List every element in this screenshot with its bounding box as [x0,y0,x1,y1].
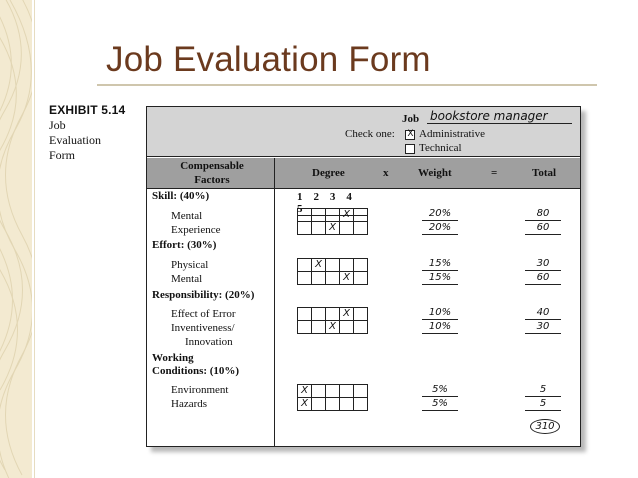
weight-value: 10% [422,307,458,320]
degree-cell[interactable]: X [340,209,354,222]
total-value: 5 [525,384,561,397]
effort-section-label: Effort: (30%) [152,239,217,251]
column-divider [274,158,275,446]
total-value: 60 [525,222,561,235]
title-underline [97,84,597,86]
total-value: 40 [525,307,561,320]
compensable-factors-header [171,159,253,187]
exhibit-caption-line: Form [49,148,76,162]
degree-header: Degree [312,167,345,179]
stripe-divider [34,0,35,478]
degree-cell[interactable] [312,272,326,285]
weight-value: 5% [422,384,458,397]
degree-grid-working-conditions[interactable] [297,384,368,411]
degree-cell[interactable] [340,321,354,334]
decorative-stripe [0,0,32,478]
degree-cell[interactable] [326,398,340,411]
degree-cell[interactable] [340,385,354,398]
responsibility-section-label: Responsibility: (20%) [152,289,255,301]
factor-hazards: Hazards [171,398,208,410]
weight-value: 15% [422,258,458,271]
degree-cell[interactable] [354,209,368,222]
degree-cell[interactable] [298,222,312,235]
job-title-field[interactable]: bookstore manager [427,109,572,124]
degree-cell[interactable]: X [298,398,312,411]
factor-environment: Environment [171,384,229,396]
degree-cell[interactable] [340,222,354,235]
degree-cell[interactable] [326,272,340,285]
degree-grid-effort[interactable] [297,258,368,285]
weight-value: 20% [422,222,458,235]
degree-cell[interactable] [354,272,368,285]
total-value: 30 [525,321,561,334]
degree-cell[interactable] [326,209,340,222]
degree-cell[interactable] [312,321,326,334]
total-value: 60 [525,272,561,285]
degree-cell[interactable] [354,222,368,235]
weight-value: 10% [422,321,458,334]
checkbox-mark: X [407,129,414,139]
degree-cell[interactable] [298,321,312,334]
factor-mental: Mental [171,273,203,285]
factor-mental: Mental [171,210,203,222]
degree-cell[interactable] [298,308,312,321]
equals-symbol: = [491,167,498,179]
degree-cell[interactable] [340,259,354,272]
weight-value: 15% [422,272,458,285]
degree-cell[interactable] [354,385,368,398]
skill-section-label: Skill: (40%) [152,190,210,202]
check-one-label: Check one: [345,128,395,140]
weight-header: Weight [418,167,452,179]
degree-cell[interactable]: X [340,308,354,321]
slide-title: Job Evaluation Form [106,40,431,79]
total-value: 80 [525,208,561,221]
degree-cell[interactable] [298,259,312,272]
degree-cell[interactable]: X [298,385,312,398]
administrative-checkbox[interactable] [405,130,415,140]
degree-cell[interactable] [326,259,340,272]
job-label: Job [402,113,420,125]
factor-inventiveness: Inventiveness/ [171,322,235,334]
degree-cell[interactable]: X [326,222,340,235]
degree-cell[interactable] [354,398,368,411]
working-conditions-label: Working [152,352,194,364]
degree-cell[interactable] [326,308,340,321]
degree-cell[interactable]: X [312,259,326,272]
degree-cell[interactable]: X [326,321,340,334]
degree-cell[interactable] [312,209,326,222]
factor-experience: Experience [171,224,221,236]
degree-cell[interactable] [312,222,326,235]
technical-label: Technical [419,142,462,154]
degree-grid-responsibility[interactable] [297,307,368,334]
total-value: 30 [525,258,561,271]
administrative-label: Administrative [419,128,485,140]
exhibit-caption [49,103,144,163]
degree-cell[interactable] [312,398,326,411]
degree-cell[interactable] [354,259,368,272]
weight-value: 20% [422,208,458,221]
degree-cell[interactable]: X [340,272,354,285]
degree-grid-skill[interactable] [297,208,368,235]
form-header-row [147,158,580,189]
degree-cell[interactable] [312,308,326,321]
exhibit-caption-line: Job [49,118,66,132]
technical-checkbox[interactable] [405,144,415,154]
working-conditions-label: Conditions: (10%) [152,365,240,377]
degree-cell[interactable] [354,321,368,334]
header-line: Compensable [180,160,244,172]
exhibit-caption-line: Evaluation [49,133,101,147]
degree-cell[interactable] [298,209,312,222]
total-value: 5 [525,398,561,411]
weight-value: 5% [422,398,458,411]
degree-cell[interactable] [340,398,354,411]
form-job-area [147,107,580,157]
degree-cell[interactable] [298,272,312,285]
factor-effect-of-error: Effect of Error [171,308,236,320]
degree-cell[interactable] [326,385,340,398]
factor-physical: Physical [171,259,209,271]
header-line: Factors [194,174,230,186]
exhibit-number: EXHIBIT 5.14 [49,103,126,117]
total-header: Total [532,167,557,179]
times-symbol: x [383,167,389,179]
swirl-decoration-icon [0,0,32,478]
degree-cell[interactable] [354,308,368,321]
factor-innovation: Innovation [185,336,233,348]
grand-total: 310 [530,419,560,434]
job-evaluation-form [146,106,581,447]
degree-cell[interactable] [312,385,326,398]
degree-scale: 1 2 3 4 5 [297,191,367,216]
